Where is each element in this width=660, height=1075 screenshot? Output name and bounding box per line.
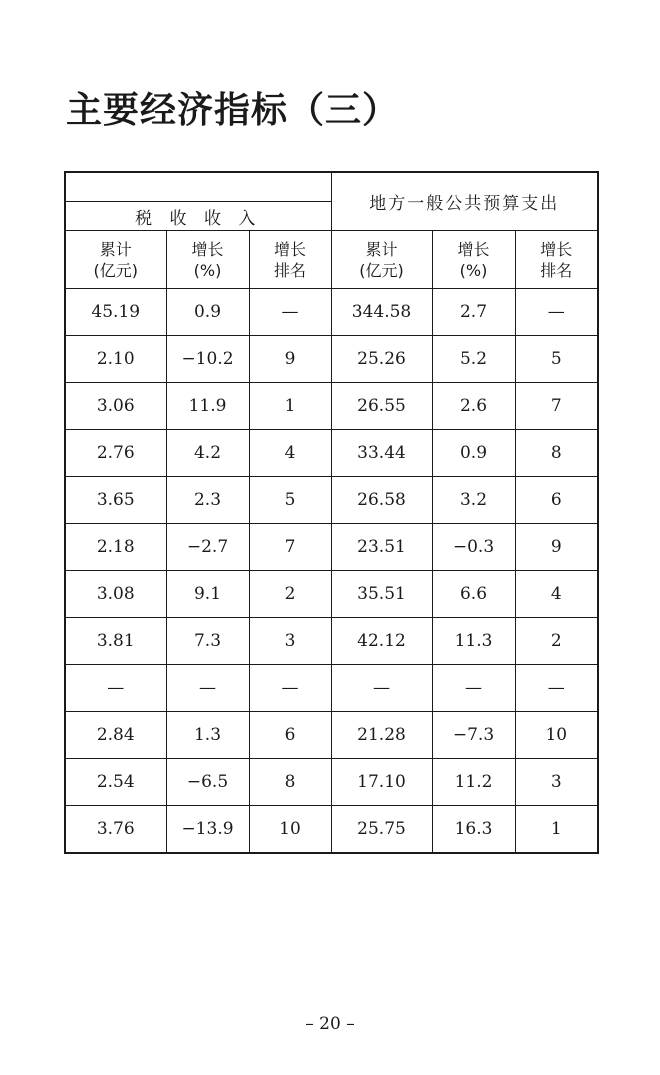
column-header bbox=[515, 231, 598, 289]
table-row bbox=[65, 712, 598, 759]
column-header-line2: 排名 bbox=[540, 260, 573, 280]
table-cell: 11.2 bbox=[432, 759, 515, 806]
table-cell: 1.3 bbox=[166, 712, 249, 759]
table-cell: 3 bbox=[249, 618, 331, 665]
table-cell: 25.26 bbox=[331, 336, 432, 383]
table-cell: 3.65 bbox=[65, 477, 166, 524]
column-header-line2: (%) bbox=[193, 260, 222, 280]
column-header-line1: 增长 bbox=[540, 239, 573, 259]
table-cell: 35.51 bbox=[331, 571, 432, 618]
table-cell: 1 bbox=[249, 383, 331, 430]
table-row bbox=[65, 336, 598, 383]
table-cell: 4 bbox=[515, 571, 598, 618]
table-cell: 26.55 bbox=[331, 383, 432, 430]
table-cell: −10.2 bbox=[166, 336, 249, 383]
table-cell: 6 bbox=[249, 712, 331, 759]
column-header-line1: 累计 bbox=[365, 239, 398, 259]
table-row bbox=[65, 430, 598, 477]
table-row bbox=[65, 289, 598, 336]
table-cell: 9 bbox=[249, 336, 331, 383]
table-cell: 4.2 bbox=[166, 430, 249, 477]
table-cell: −6.5 bbox=[166, 759, 249, 806]
table-cell: 0.9 bbox=[432, 430, 515, 477]
table-cell: 5.2 bbox=[432, 336, 515, 383]
table-cell: 33.44 bbox=[331, 430, 432, 477]
table-cell: — bbox=[515, 665, 598, 712]
group-header-tax-revenue: 税 收 收 入 bbox=[65, 202, 331, 231]
table-cell: — bbox=[515, 289, 598, 336]
table-row bbox=[65, 477, 598, 524]
table-cell: — bbox=[432, 665, 515, 712]
column-header bbox=[331, 231, 432, 289]
table-row bbox=[65, 665, 598, 712]
table-cell: 3 bbox=[515, 759, 598, 806]
table-cell: 11.9 bbox=[166, 383, 249, 430]
table-cell: 3.06 bbox=[65, 383, 166, 430]
table-cell: 16.3 bbox=[432, 806, 515, 854]
table-cell: 7.3 bbox=[166, 618, 249, 665]
table-cell: 1 bbox=[515, 806, 598, 854]
table-cell: 3.2 bbox=[432, 477, 515, 524]
table-cell: 11.3 bbox=[432, 618, 515, 665]
table-cell: 2.18 bbox=[65, 524, 166, 571]
table-row bbox=[65, 759, 598, 806]
table-cell: 45.19 bbox=[65, 289, 166, 336]
table-cell: 7 bbox=[515, 383, 598, 430]
column-header-line1: 增长 bbox=[457, 239, 490, 259]
table-cell: −7.3 bbox=[432, 712, 515, 759]
table-cell: 3.08 bbox=[65, 571, 166, 618]
table-cell: 2.84 bbox=[65, 712, 166, 759]
group-header-expenditure: 地方一般公共预算支出 bbox=[331, 172, 598, 231]
table-cell: — bbox=[249, 665, 331, 712]
table-cell: 2.10 bbox=[65, 336, 166, 383]
table-cell: 26.58 bbox=[331, 477, 432, 524]
column-header-line1: 增长 bbox=[191, 239, 224, 259]
table-cell: −2.7 bbox=[166, 524, 249, 571]
table-cell: 25.75 bbox=[331, 806, 432, 854]
column-header-line2: (亿元) bbox=[359, 260, 404, 280]
column-header bbox=[65, 231, 166, 289]
table-cell: 3.76 bbox=[65, 806, 166, 854]
table-cell: 8 bbox=[515, 430, 598, 477]
table-cell: 9 bbox=[515, 524, 598, 571]
table-cell: — bbox=[249, 289, 331, 336]
table-cell: — bbox=[65, 665, 166, 712]
table-cell: 3.81 bbox=[65, 618, 166, 665]
table-row bbox=[65, 571, 598, 618]
table-cell: 2.54 bbox=[65, 759, 166, 806]
table-cell: 2.3 bbox=[166, 477, 249, 524]
column-header-line1: 增长 bbox=[273, 239, 306, 259]
column-header bbox=[432, 231, 515, 289]
column-header-line2: (%) bbox=[459, 260, 488, 280]
table-cell: 2.7 bbox=[432, 289, 515, 336]
table-cell: 5 bbox=[249, 477, 331, 524]
table-cell: 2.76 bbox=[65, 430, 166, 477]
table-cell: 21.28 bbox=[331, 712, 432, 759]
table-cell: — bbox=[166, 665, 249, 712]
table-cell: 10 bbox=[249, 806, 331, 854]
table-top-blank-cell bbox=[65, 172, 331, 202]
column-header bbox=[249, 231, 331, 289]
table-cell: 17.10 bbox=[331, 759, 432, 806]
table-cell: 5 bbox=[515, 336, 598, 383]
table-cell: 8 bbox=[249, 759, 331, 806]
page-title: 主要经济指标（三） bbox=[66, 90, 400, 131]
column-header bbox=[166, 231, 249, 289]
table-cell: 10 bbox=[515, 712, 598, 759]
page-number: – 20 – bbox=[305, 1014, 355, 1034]
column-header-line2: 排名 bbox=[273, 260, 306, 280]
table-cell: 4 bbox=[249, 430, 331, 477]
table-row bbox=[65, 524, 598, 571]
table-cell: −0.3 bbox=[432, 524, 515, 571]
table-cell: 344.58 bbox=[331, 289, 432, 336]
table-cell: 0.9 bbox=[166, 289, 249, 336]
table-cell: 23.51 bbox=[331, 524, 432, 571]
column-header-line2: (亿元) bbox=[93, 260, 138, 280]
table-cell: 7 bbox=[249, 524, 331, 571]
table-cell: 2.6 bbox=[432, 383, 515, 430]
table-cell: 6 bbox=[515, 477, 598, 524]
economic-indicators-table bbox=[64, 171, 599, 854]
table-cell: 6.6 bbox=[432, 571, 515, 618]
table-row bbox=[65, 383, 598, 430]
table-cell: −13.9 bbox=[166, 806, 249, 854]
table-row bbox=[65, 618, 598, 665]
table-row bbox=[65, 806, 598, 854]
column-header-line1: 累计 bbox=[99, 239, 132, 259]
table-cell: — bbox=[331, 665, 432, 712]
table-cell: 2 bbox=[249, 571, 331, 618]
table-cell: 42.12 bbox=[331, 618, 432, 665]
table-cell: 2 bbox=[515, 618, 598, 665]
table-cell: 9.1 bbox=[166, 571, 249, 618]
